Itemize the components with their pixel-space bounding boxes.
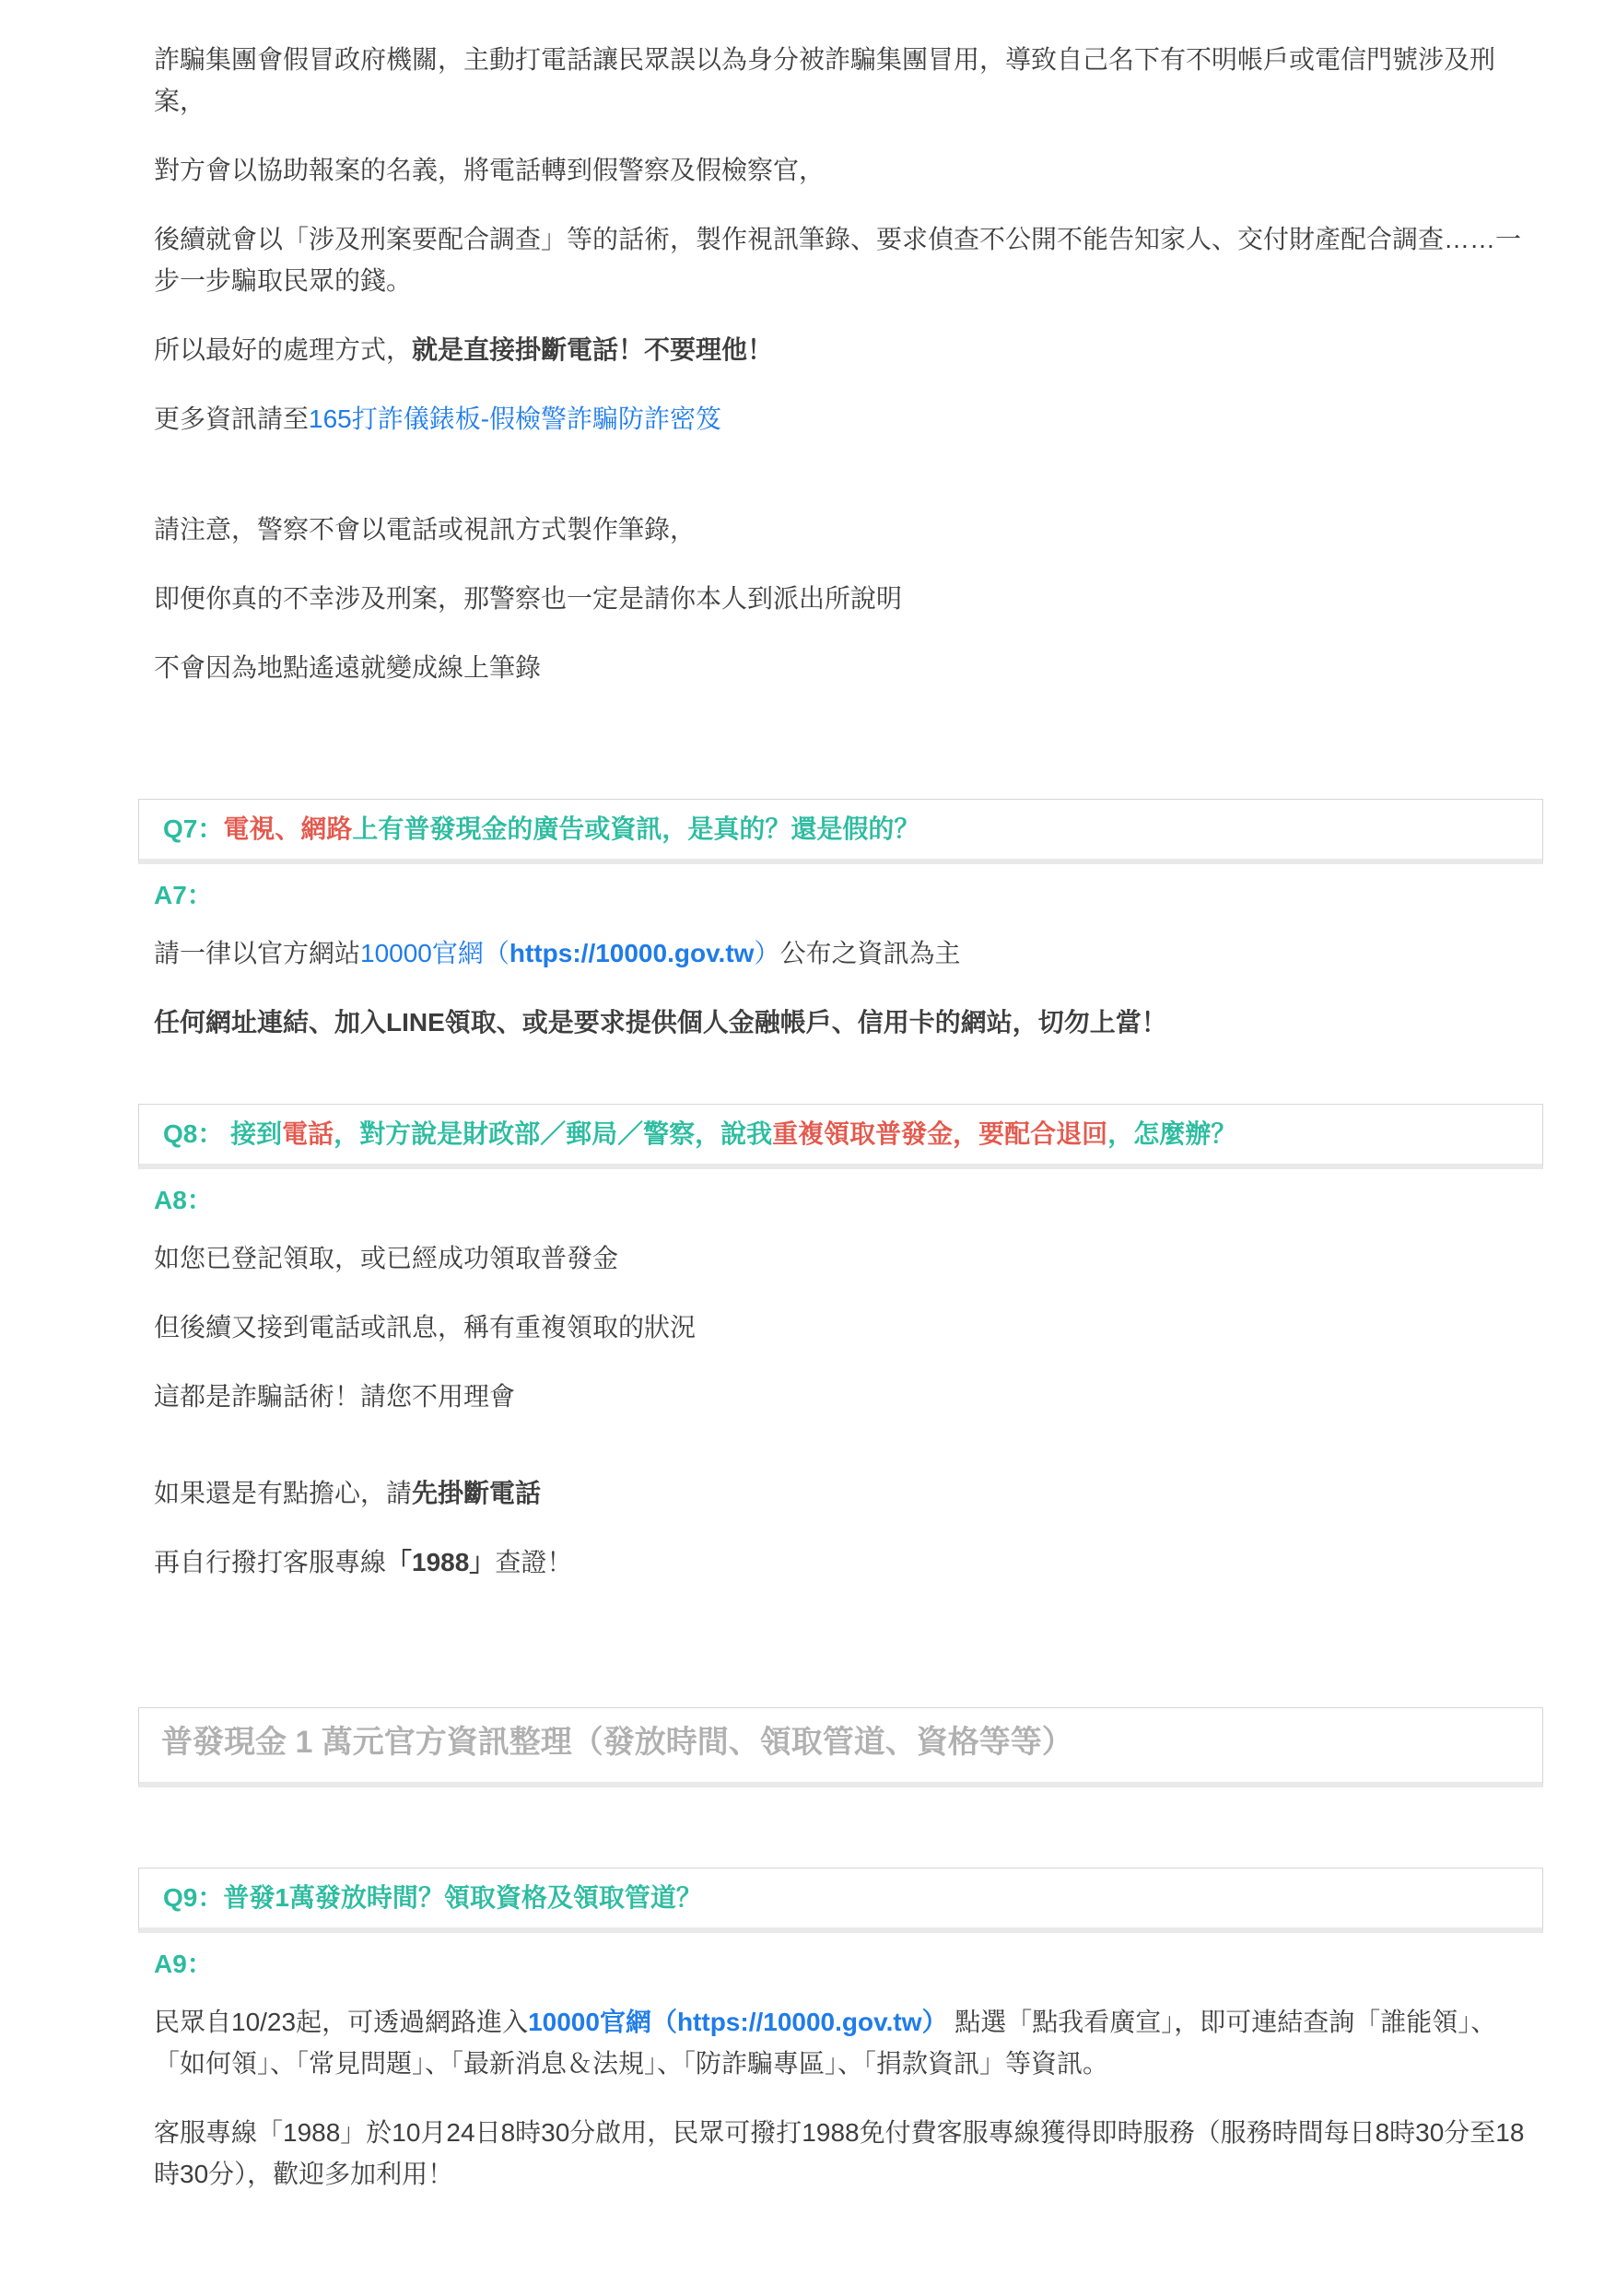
a8-paragraph-3-text: 這都是詐騙話術！請您不用理會 xyxy=(154,1382,516,1411)
intro-paragraph-1 xyxy=(154,39,1528,122)
a9-paragraph-1 xyxy=(154,2001,1528,2084)
a8-paragraph-4-bold: 先掛斷電話 xyxy=(412,1479,542,1507)
q8-title-part-1: Q8： 接到 xyxy=(163,1119,283,1148)
intro-paragraph-3-text: 後續就會以「涉及刑案要配合調查」等的話術，製作視訊筆錄、要求偵查不公開不能告知家人、交付財產配合調查……一步一步騙取民眾的錢。 xyxy=(154,225,1522,295)
a8-label: A8： xyxy=(154,1186,213,1214)
a9-paragraph-2-text: 客服專線「1988」於10月24日8時30分啟用，民眾可撥打1988免付費客服專線獲得即時服務（服務時間每日8時30分至18時30分），歡迎多加利用！ xyxy=(154,2118,1525,2188)
a8-paragraph-4-pre: 如果還是有點擔心，請 xyxy=(154,1479,413,1507)
intro-paragraph-8 xyxy=(154,647,1528,688)
a8-paragraph-5-pre: 再自行撥打客服專線 xyxy=(154,1548,387,1576)
q7-title-part-1: Q7： xyxy=(163,814,224,843)
q7-title-part-2: 上有普發現金的廣告或資訊，是真的？還是假的？ xyxy=(352,814,920,843)
intro-paragraph-4-pre: 所以最好的處理方式， xyxy=(154,335,413,364)
intro-paragraph-7-text: 即便你真的不幸涉及刑案，那警察也一定是請你本人到派出所說明 xyxy=(154,584,903,613)
a7-label: A7： xyxy=(154,881,213,909)
q8-title-part-3: ，怎麼辦？ xyxy=(1107,1119,1237,1148)
intro-paragraph-5 xyxy=(154,398,1528,439)
a8-paragraph-2-text: 但後續又接到電話或訊息，稱有重複領取的狀況 xyxy=(154,1313,697,1341)
link-10000-name: 10000官網 xyxy=(360,939,484,967)
q9-title: Q9：普發1萬發放時間？領取資格及領取管道？ xyxy=(163,1883,702,1912)
a8-paragraph-5 xyxy=(154,1541,1528,1583)
a7-paragraph-1 xyxy=(154,932,1528,974)
q7-title-highlight: 電視、網路 xyxy=(223,814,353,843)
intro-paragraph-4-bold: 就是直接掛斷電話！不要理他！ xyxy=(412,335,774,364)
section-heading-box xyxy=(138,1707,1543,1787)
a9-paragraph-2 xyxy=(154,2112,1528,2195)
link-10000-paren-open: （ xyxy=(483,939,509,967)
link-10000-paren-close: ） xyxy=(754,939,780,967)
intro-paragraph-1-text: 詐騙集團會假冒政府機關，主動打電話讓民眾誤以為身分被詐騙集團冒用，導致自己名下有不明帳戶或電信門號涉及刑案， xyxy=(154,45,1496,115)
link-10000-official-site-a9[interactable]: 10000官網（https://10000.gov.tw） xyxy=(528,2008,948,2036)
a8-paragraph-1-text: 如您已登記領取，或已經成功領取普發金 xyxy=(154,1244,619,1272)
link-10000-url: https://10000.gov.tw xyxy=(509,939,755,967)
intro-paragraph-6 xyxy=(154,509,1528,550)
a8-paragraph-5-bold: 「1988」 xyxy=(386,1548,496,1576)
a8-paragraph-4 xyxy=(154,1472,1528,1514)
a9-label: A9： xyxy=(154,1950,213,1978)
q7-question-box xyxy=(138,799,1543,864)
a8-paragraph-1 xyxy=(154,1237,1528,1279)
intro-paragraph-4 xyxy=(154,329,1528,370)
a7-paragraph-2-bold: 任何網址連結、加入LINE領取、或是要求提供個人金融帳戶、信用卡的網站，切勿上當！ xyxy=(154,1008,1167,1037)
a7-paragraph-1-post: 公布之資訊為主 xyxy=(779,939,961,967)
link-165-anti-fraud-dashboard[interactable]: 165打詐儀錶板-假檢警詐騙防詐密笈 xyxy=(309,404,722,433)
a8-paragraph-2 xyxy=(154,1306,1528,1348)
intro-paragraph-8-text: 不會因為地點遙遠就變成線上筆錄 xyxy=(154,653,542,682)
q9-question-box xyxy=(138,1868,1543,1933)
section-heading-title: 普發現金 1 萬元官方資訊整理（發放時間、領取管道、資格等等） xyxy=(161,1725,1073,1760)
a9-paragraph-1-post: 點選「點我看廣宣」，即可連結查詢「誰能領」、「如何領」、「常見問題」、「最新消息＆法規」、「防詐騙專區」、「捐款資訊」等資訊。 xyxy=(154,2008,1497,2078)
q8-title-part-2: ，對方說是財政部／郵局／警察，說我 xyxy=(334,1119,773,1148)
q8-title-highlight-2: 重複領取普發金，要配合退回 xyxy=(772,1119,1108,1148)
intro-paragraph-2 xyxy=(154,149,1528,191)
intro-paragraph-7 xyxy=(154,578,1528,619)
link-10000-official-site-a7[interactable] xyxy=(360,939,779,967)
q8-title-highlight-1: 電話 xyxy=(282,1119,334,1148)
intro-paragraph-6-text: 請注意，警察不會以電話或視訊方式製作筆錄， xyxy=(154,515,697,544)
a7-paragraph-2 xyxy=(154,1002,1528,1043)
a9-paragraph-1-pre: 民眾自10/23起，可透過網路進入 xyxy=(154,2008,529,2036)
q8-question-box xyxy=(138,1104,1543,1169)
intro-paragraph-2-text: 對方會以協助報案的名義，將電話轉到假警察及假檢察官， xyxy=(154,156,826,184)
intro-paragraph-5-pre: 更多資訊請至 xyxy=(154,404,310,433)
intro-paragraph-3 xyxy=(154,218,1528,301)
a7-paragraph-1-pre: 請一律以官方網站 xyxy=(154,939,361,967)
a8-paragraph-3 xyxy=(154,1376,1528,1417)
a8-paragraph-5-post: 查證！ xyxy=(495,1548,573,1576)
